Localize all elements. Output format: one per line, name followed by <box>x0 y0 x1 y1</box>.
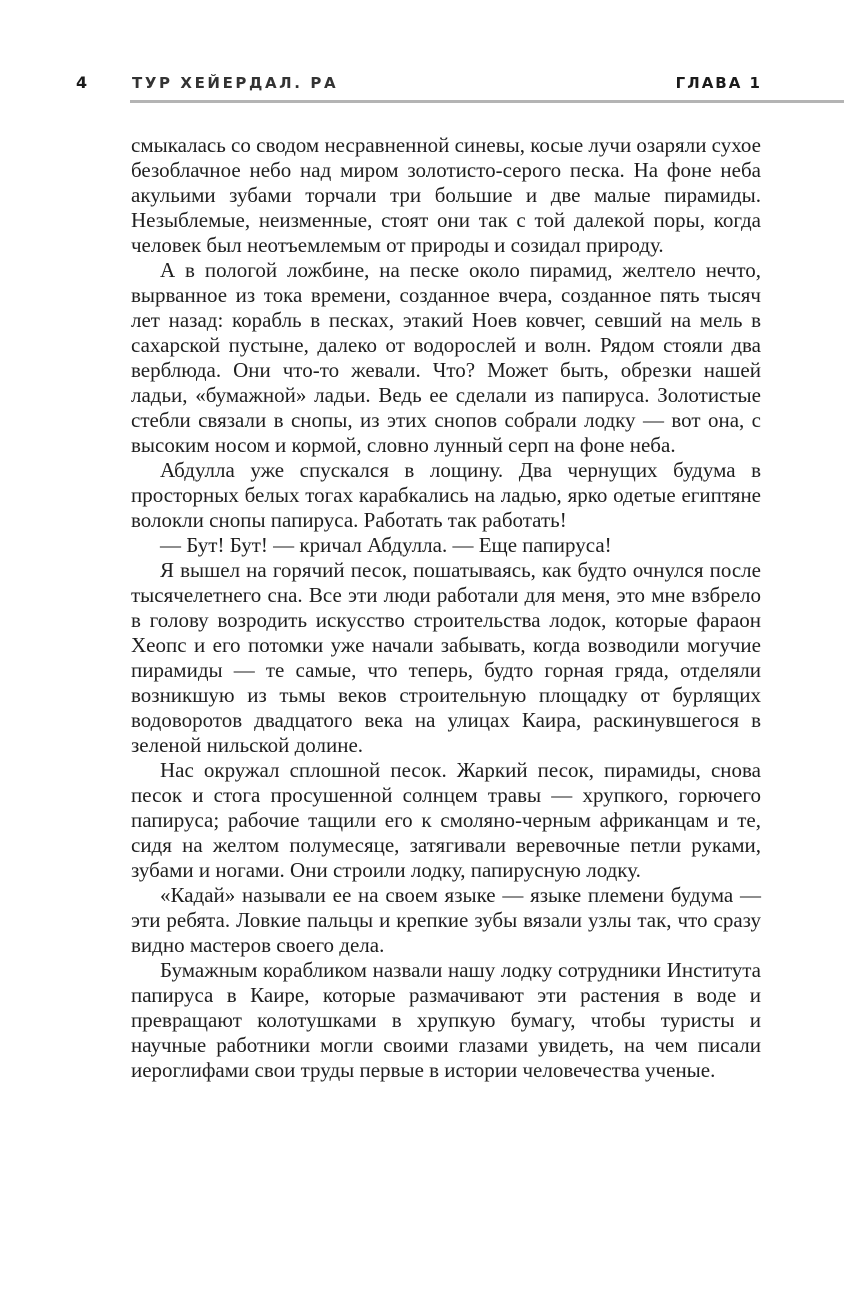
paragraph: Я вышел на горячий песок, пошатываясь, как будто очнулся после тысячелетнего сна. Все эти люди работали для меня, это мне взбрело в голову возродить искусство строительства лодок, которые фараон Хеопс и его потомки уже начали забывать, когда возводили могучие пирамиды — те самые, что теперь, будто горная гряда, отделяли возникшую из тьмы веков строительную площадку от бурлящих водоворотов двадцатого века на улицах Каира, раскинувшегося в зеленой нильской долине. <box>131 558 761 757</box>
header-rule <box>130 100 844 103</box>
paragraph: А в пологой ложбине, на песке около пирамид, желтело нечто, вырванное из тока времени, созданное вчера, созданное пять тысяч лет назад: корабль в песках, этакий Ноев ковчег, севший на мель в сахарской пустыне, далеко от водорослей и волн. Рядом стояли два верблюда. Они что-то жевали. Что? Может быть, обрезки нашей ладьи, «бумажной» ладьи. Ведь ее сделали из папируса. Золотистые стебли связали в снопы, из этих снопов собрали лодку — вот она, с высоким носом и кормой, словно лунный серп на фоне неба. <box>131 258 761 457</box>
page-number: 4 <box>76 73 88 92</box>
paragraph: Нас окружал сплошной песок. Жаркий песок, пирамиды, снова песок и стога просушенной солнцем травы — хрупкого, горючего папируса; рабочие тащили его к смоляно-черным африканцам и те, сидя на желтом полумесяце, затягивали веревочные петли руками, зубами и ногами. Они строили лодку, папирусную лодку. <box>131 758 761 882</box>
paragraph: смыкалась со сводом несравненной синевы, косые лучи озаряли сухое безоблачное небо над миром золотисто-серого песка. На фоне неба акульими зубами торчали три большие и две малые пирамиды. Незыблемые, неизменные, стоят они так с той далекой поры, когда человек был неотъемлемым от природы и созидал природу. <box>131 133 761 257</box>
chapter-label: ГЛАВА 1 <box>675 74 762 92</box>
running-title: ТУР ХЕЙЕРДАЛ. РА <box>132 74 339 92</box>
paragraph: Абдулла уже спускался в лощину. Два чернущих будума в просторных белых тогах карабкались на ладью, ярко одетые египтяне волокли снопы папируса. Работать так работать! <box>131 458 761 532</box>
paragraph: — Бут! Бут! — кричал Абдулла. — Еще папируса! <box>160 533 612 557</box>
page-header <box>76 73 844 95</box>
paragraph: Бумажным корабликом назвали нашу лодку сотрудники Института папируса в Каире, которые размачивают эти растения в воде и превращают колотушками в хрупкую бумагу, чтобы туристы и научные работники могли своими глазами увидеть, на чем писали иероглифами свои труды первые в истории человечества ученые. <box>131 958 761 1082</box>
body-text <box>131 133 761 1083</box>
paragraph: «Кадай» называли ее на своем языке — языке племени будума — эти ребята. Ловкие пальцы и крепкие зубы вязали узлы так, что сразу видно мастеров своего дела. <box>131 883 761 957</box>
